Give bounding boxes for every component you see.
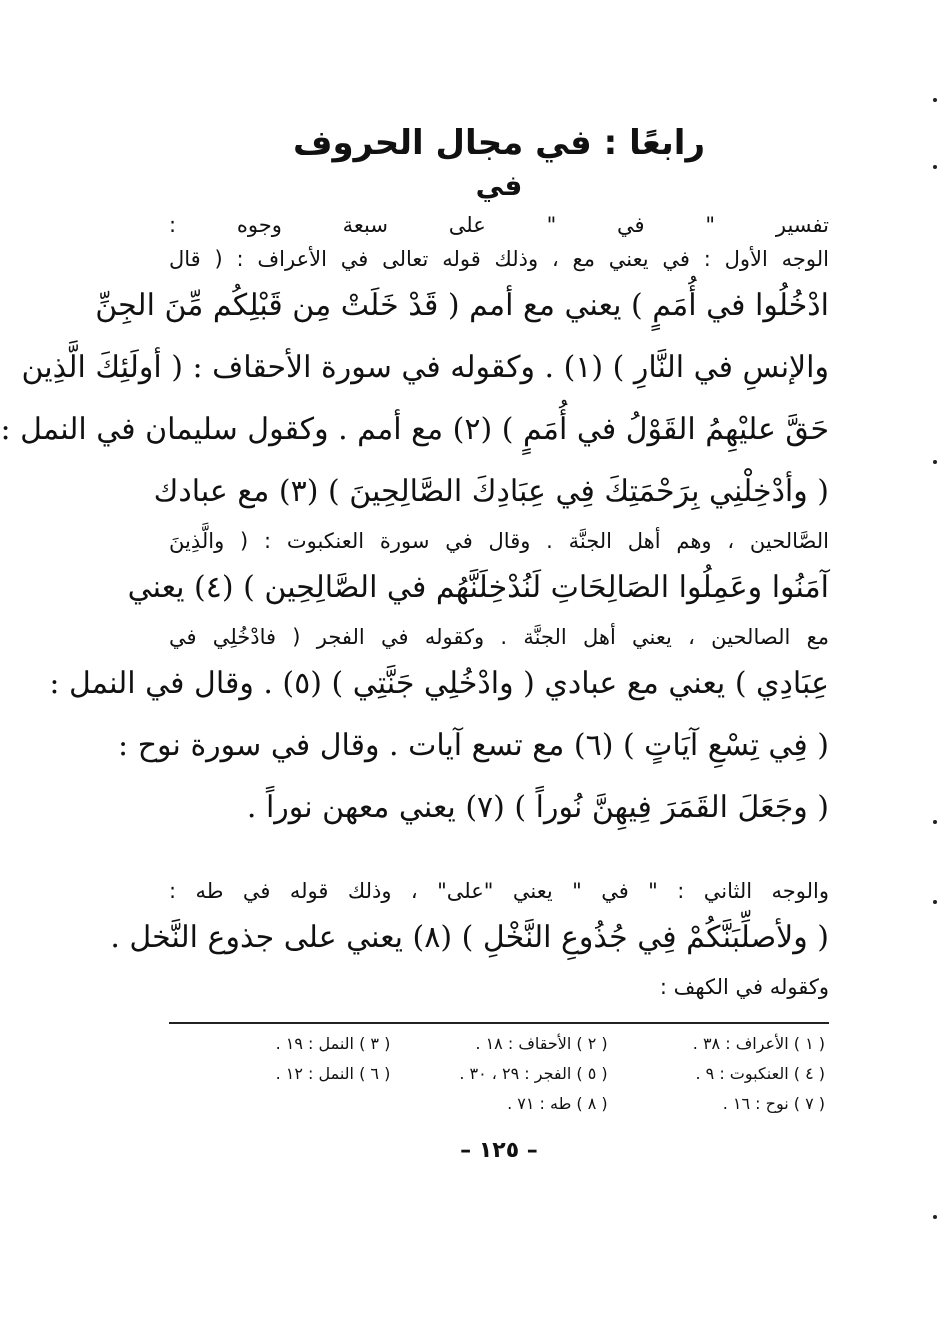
text-line: [49, 654, 829, 716]
text-line: [153, 462, 829, 524]
footnote: ( ٢ ) الأحقاف : ١٨ .: [475, 1034, 608, 1053]
footnote-divider: [169, 1022, 829, 1024]
text-line: والوجه الثاني : " في " يعني "على" ، وذلك قوله في طه :: [169, 879, 829, 903]
margin-speck: [933, 820, 937, 824]
margin-speck: [933, 460, 937, 464]
quran-verse-line: ( وجَعَلَ القَمَرَ فِيهِنَّ نُوراً ) (٧) يعني معهن نوراً .: [246, 790, 829, 825]
quran-verse-line: ( فِي تِسْعِ آيَاتٍ ) (٦) مع تسع آيات . وقال في سورة نوح :: [118, 728, 829, 763]
text-line: [21, 338, 829, 400]
text-line: تفسير " في " على سبعة وجوه :: [169, 213, 829, 237]
quran-verse-line: حَقَّ عليْهِمُ القَوْلُ في أُمَمٍ ) (٢) مع أمم . وكقول سليمان في النمل :: [0, 412, 829, 447]
text-line: [118, 716, 829, 778]
body-text: [0, 208, 829, 1004]
footnotes: [169, 1032, 829, 1116]
footnote: ( ١ ) الأعراف : ٣٨ .: [692, 1034, 825, 1053]
margin-speck: [933, 900, 937, 904]
margin-speck: [933, 165, 937, 169]
quran-verse-line: والإنسِ في النَّارِ ) (١) . وكقوله في سورة الأحقاف : ( أولَئِكَ الَّذِين: [21, 350, 829, 385]
text-line: [0, 400, 829, 462]
text-line: [127, 558, 829, 620]
margin-speck: [933, 1215, 937, 1219]
text-line: [110, 908, 829, 970]
text-line: الوجه الأول : في يعني مع ، وذلك قوله تعالى في الأعراف : ( قال: [169, 247, 829, 271]
margin-speck: [933, 98, 937, 102]
footnote: ( ٨ ) طه : ٧١ .: [507, 1094, 608, 1113]
quran-verse-line: ادْخُلُوا في أُمَمٍ ) يعني مع أمم ( قَدْ خَلَتْ مِن قَبْلِكُم مِّنَ الجِنِّ: [95, 288, 829, 323]
text-line: [169, 778, 829, 840]
quran-verse-line: ( ولأصلِّبَنَّكُمْ فِي جُذُوعِ النَّخْلِ ) (٨) يعني على جذوع النَّخل .: [110, 920, 829, 955]
quran-verse-line: ( وأدْخِلْنِي بِرَحْمَتِكَ فِي عِبَادِكَ الصَّالِحِينَ ) (٣) مع عبادك: [153, 474, 829, 509]
paragraph-gap: [169, 840, 829, 874]
footnote: ( ٧ ) نوح : ١٦ .: [722, 1094, 825, 1113]
quran-verse-line: عِبَادِي ) يعني مع عبادي ( وادْخُلِي جَنَّتِي ) (٥) . وقال في النمل :: [49, 666, 829, 701]
footnote: ( ٦ ) النمل : ١٢ .: [275, 1064, 391, 1083]
section-heading: رابعًا : في مجال الحروف: [292, 123, 706, 163]
text-line: مع الصالحين ، يعني أهل الجنَّة . وكقوله في الفجر ( فادْخُلِي في: [169, 625, 829, 649]
book-page: [0, 120, 829, 1260]
footnote: ( ٤ ) العنكبوت : ٩ .: [695, 1064, 825, 1083]
text-line: [95, 276, 829, 338]
footnote: ( ٣ ) النمل : ١٩ .: [275, 1034, 391, 1053]
text-line: وكقوله في الكهف :: [659, 975, 829, 999]
text-line: الصَّالحين ، وهم أهل الجنَّة . وقال في سورة العنكبوت : ( والَّذِينَ: [169, 529, 829, 553]
quran-verse-line: آمَنُوا وعَمِلُوا الصَالِحَاتِ لَنُدْخِلَنَّهُم في الصَّالِحِين ) (٤) يعني: [127, 570, 829, 605]
section-subheading: في: [475, 169, 523, 202]
page-number: – ١٢٥ –: [460, 1138, 538, 1163]
footnote: ( ٥ ) الفجر : ٢٩ ، ٣٠ .: [459, 1064, 608, 1083]
